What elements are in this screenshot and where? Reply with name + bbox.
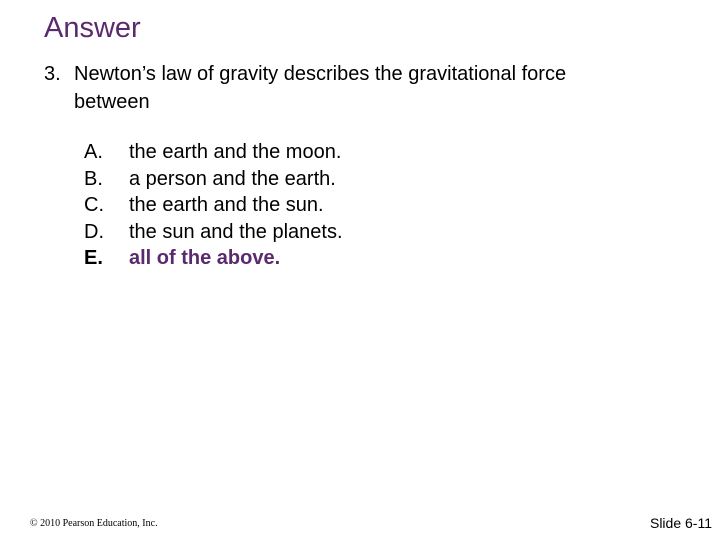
question-text: Newton’s law of gravity describes the gravitational force between (74, 63, 567, 113)
question-number: 3. (44, 63, 61, 85)
choice-letter: E. (84, 247, 103, 269)
choice-text: the earth and the sun. (129, 194, 324, 216)
choice-text: the sun and the planets. (129, 220, 343, 243)
choice-text: the earth and the moon. (129, 141, 342, 163)
choice-letter: B. (84, 167, 103, 190)
choice-text: a person and the earth. (129, 167, 336, 190)
choice-letter: A. (84, 141, 103, 163)
choice-text: all of the above. (129, 247, 281, 269)
choice-letter: D. (84, 220, 104, 243)
slide-number: Slide 6-11 (649, 515, 712, 531)
choice-letter: C. (84, 194, 104, 216)
slide-title: Answer (44, 12, 141, 44)
copyright-notice: © 2010 Pearson Education, Inc. (30, 518, 158, 529)
